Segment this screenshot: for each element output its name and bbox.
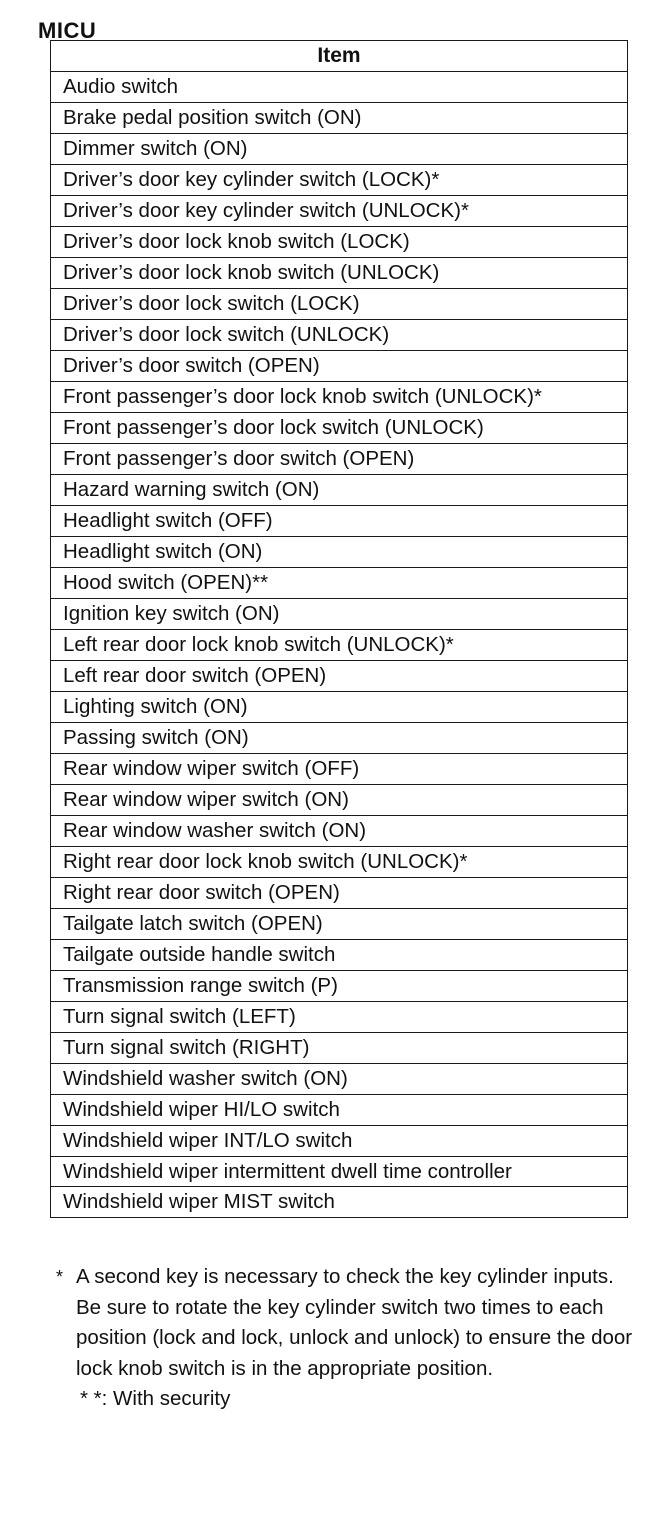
table-row	[51, 753, 628, 784]
table-cell: Front passenger’s door switch (OPEN)	[51, 443, 628, 474]
footnote-asterisk: *	[56, 1267, 64, 1287]
table-cell: Front passenger’s door lock knob switch (UNLOCK)*	[51, 382, 628, 413]
table-row	[51, 939, 628, 970]
table-row	[51, 1187, 628, 1218]
table-cell: Rear window washer switch (ON)	[51, 815, 628, 846]
table-row	[51, 320, 628, 351]
footnote-key-note	[56, 1262, 656, 1384]
table-cell: Driver’s door lock knob switch (UNLOCK)	[51, 258, 628, 289]
footnote	[56, 1262, 656, 1415]
table-row	[51, 598, 628, 629]
table-cell: Brake pedal position switch (ON)	[51, 103, 628, 134]
table-cell: Dimmer switch (ON)	[51, 134, 628, 165]
table-row	[51, 1094, 628, 1125]
table-cell: Windshield washer switch (ON)	[51, 1063, 628, 1094]
table-row	[51, 196, 628, 227]
table-cell: Turn signal switch (RIGHT)	[51, 1032, 628, 1063]
table-row	[51, 970, 628, 1001]
table-row	[51, 227, 628, 258]
column-header-item: Item	[51, 41, 628, 72]
table-row	[51, 443, 628, 474]
table-cell: Front passenger’s door lock switch (UNLOCK)	[51, 412, 628, 443]
table-cell: Passing switch (ON)	[51, 722, 628, 753]
table-cell: Driver’s door lock switch (UNLOCK)	[51, 320, 628, 351]
table-cell: Driver’s door lock switch (LOCK)	[51, 289, 628, 320]
section-heading: MICU	[38, 18, 97, 43]
table-cell: Left rear door lock knob switch (UNLOCK)*	[51, 629, 628, 660]
table-cell: Ignition key switch (ON)	[51, 598, 628, 629]
table-cell: Windshield wiper MIST switch	[51, 1187, 628, 1218]
table-row	[51, 382, 628, 413]
table-cell: Headlight switch (OFF)	[51, 505, 628, 536]
table-row	[51, 567, 628, 598]
table-cell: Transmission range switch (P)	[51, 970, 628, 1001]
table-row	[51, 289, 628, 320]
table-row	[51, 412, 628, 443]
table-row	[51, 815, 628, 846]
table-cell: Right rear door switch (OPEN)	[51, 877, 628, 908]
table-cell: Right rear door lock knob switch (UNLOCK)*	[51, 846, 628, 877]
table-row	[51, 165, 628, 196]
table-cell: Tailgate latch switch (OPEN)	[51, 908, 628, 939]
table-cell: Windshield wiper INT/LO switch	[51, 1125, 628, 1156]
table-row	[51, 536, 628, 567]
table-row	[51, 722, 628, 753]
table-cell: Tailgate outside handle switch	[51, 939, 628, 970]
table-row	[51, 258, 628, 289]
table-cell: Rear window wiper switch (ON)	[51, 784, 628, 815]
table-cell: Driver’s door switch (OPEN)	[51, 351, 628, 382]
table-row	[51, 1156, 628, 1187]
table-cell: Left rear door switch (OPEN)	[51, 660, 628, 691]
table-cell: Driver’s door lock knob switch (LOCK)	[51, 227, 628, 258]
table-row	[51, 103, 628, 134]
table-row	[51, 474, 628, 505]
table-cell: Driver’s door key cylinder switch (UNLOCK)*	[51, 196, 628, 227]
table-row	[51, 1001, 628, 1032]
table-cell: Audio switch	[51, 72, 628, 103]
table-cell: Hazard warning switch (ON)	[51, 474, 628, 505]
table-cell: Windshield wiper intermittent dwell time controller	[51, 1156, 628, 1187]
footnote-line-2: Be sure to rotate the key cylinder switch two times to each position (lock and lock, unlock and unlock) to ensure the door lock knob switch is in the appropriate position.	[76, 1295, 633, 1380]
table-cell: Turn signal switch (LEFT)	[51, 1001, 628, 1032]
table-cell: Rear window wiper switch (OFF)	[51, 753, 628, 784]
table-row	[51, 505, 628, 536]
footnote-line-1: A second key is necessary to check the key cylinder inputs.	[76, 1265, 614, 1288]
table-row	[51, 691, 628, 722]
table-row	[51, 908, 628, 939]
table-cell: Lighting switch (ON)	[51, 691, 628, 722]
table-row	[51, 72, 628, 103]
table-row	[51, 1063, 628, 1094]
table-cell: Headlight switch (ON)	[51, 536, 628, 567]
footnote-text	[76, 1262, 656, 1384]
items-table	[50, 40, 628, 1218]
table-row	[51, 134, 628, 165]
table-row	[51, 1125, 628, 1156]
table-row	[51, 660, 628, 691]
table-cell: Driver’s door key cylinder switch (LOCK)*	[51, 165, 628, 196]
table-row	[51, 629, 628, 660]
table-row	[51, 351, 628, 382]
table-row	[51, 846, 628, 877]
table-row	[51, 1032, 628, 1063]
table-cell: Hood switch (OPEN)**	[51, 567, 628, 598]
table-row	[51, 877, 628, 908]
footnote-security: * *: With security	[80, 1387, 231, 1410]
table-cell: Windshield wiper HI/LO switch	[51, 1094, 628, 1125]
table-header-row	[51, 41, 628, 72]
table-row	[51, 784, 628, 815]
